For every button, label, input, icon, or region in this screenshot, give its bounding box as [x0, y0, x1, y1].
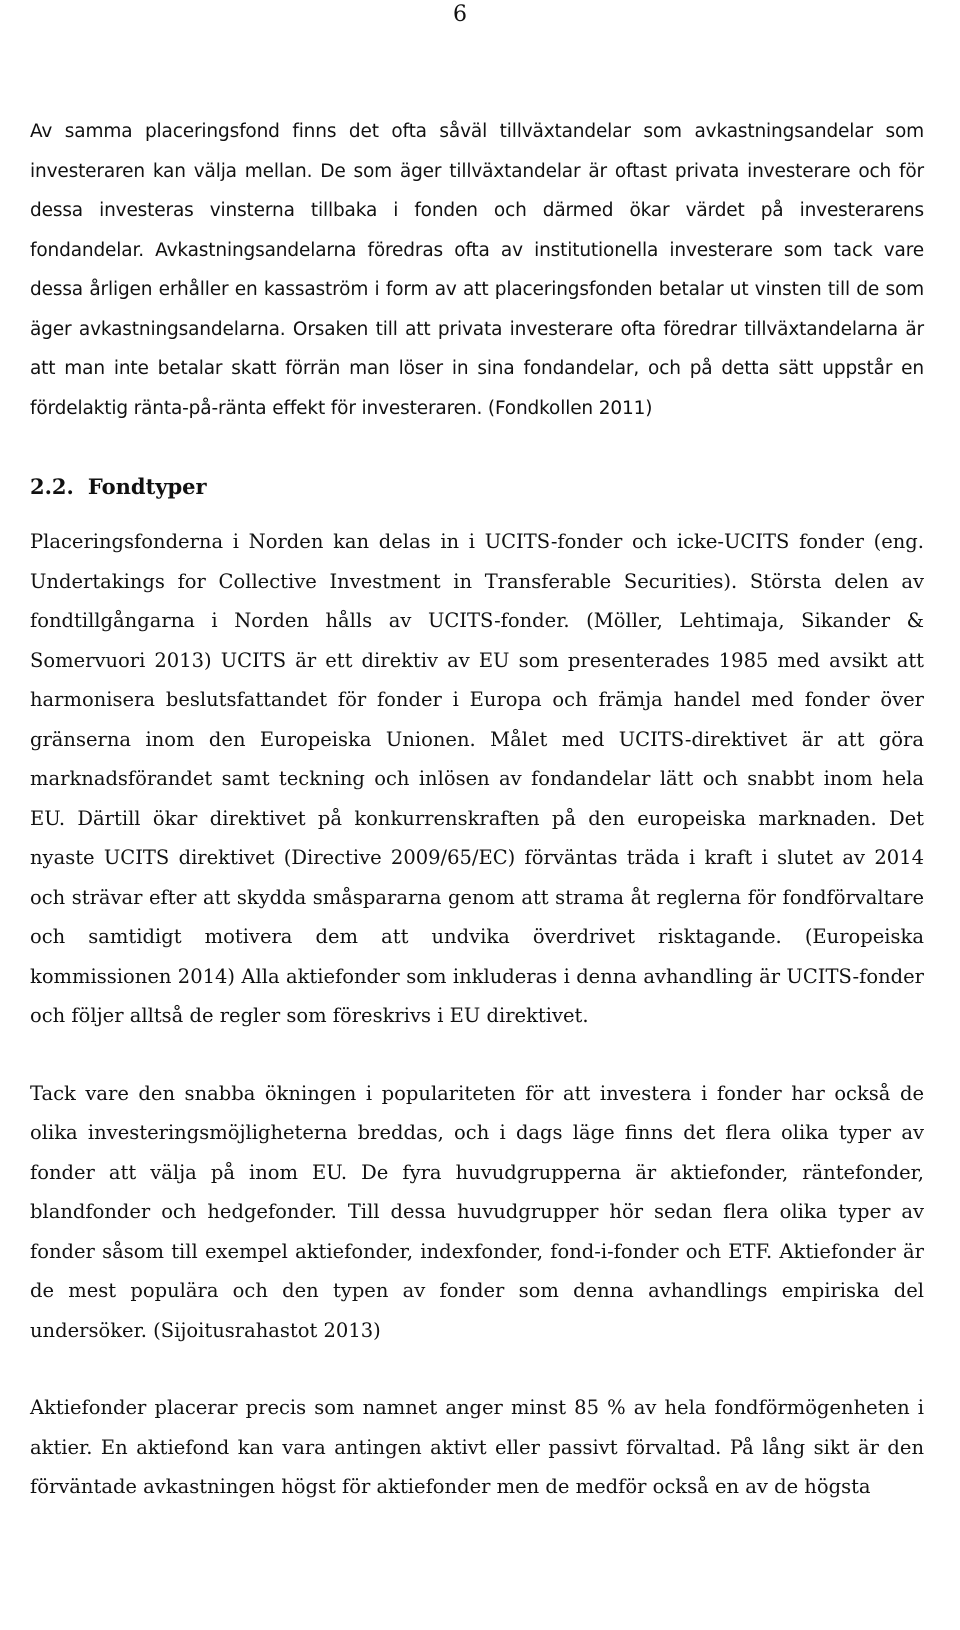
document-body: [30, 112, 924, 1507]
paragraph-fund-types: Tack vare den snabba ökningen i populariteten för att investera i fonder har också de olika investeringsmöjligheterna breddas, och i dags läge finns det flera olika typer av fonder att välja på inom EU. De fyra huvudgrupperna är aktiefonder, räntefonder, blandfonder och hedgefonder. Till dessa huvudgrupper hör sedan flera olika typer av fonder såsom till exempel aktiefonder, indexfonder, fond-i-fonder och ETF. Aktiefonder är de mest populära och den typen av fonder som denna avhandlings empiriska del undersöker. (Sijoitusrahastot 2013): [30, 1081, 924, 1342]
spacer: [30, 1036, 924, 1074]
section-title: Fondtyper: [87, 474, 207, 499]
section-heading: [30, 472, 924, 522]
section-number: 2.2.: [30, 474, 74, 499]
spacer: [30, 428, 924, 472]
paragraph-ucits: Placeringsfonderna i Norden kan delas in i UCITS-fonder och icke-UCITS fonder (eng. Undertakings for Collective Investment in Transferable Securities). Största delen av fondtillgångarna i Norden hålls av UCITS-fonder. (Möller, Lehtimaja, Sikander & Somervuori 2013) UCITS är ett direktiv av EU som presenterades 1985 med avsikt att harmonisera beslutsfattandet för fonder i Europa och främja handel med fonder över gränserna inom den Europeiska Unionen. Målet med UCITS-direktivet är att göra marknadsförandet samt teckning och inlösen av fondandelar lätt och snabbt inom hela EU. Därtill ökar direktivet på konkurrenskraften på den europeiska marknaden. Det nyaste UCITS direktivet (Directive 2009/65/EC) förväntas träda i kraft i slutet av 2014 och strävar efter att skydda småspararna genom att strama åt reglerna för fondförvaltare och samtidigt motivera dem att undvika överdrivet risktagande. (Europeiska kommissionen 2014) Alla aktiefonder som inkluderas i denna avhandling är UCITS-fonder och följer alltså de regler som föreskrivs i EU direktivet.: [30, 530, 924, 1027]
paragraph-equity-funds: Aktiefonder placerar precis som namnet anger minst 85 % av hela fondförmögenheten i aktier. En aktiefond kan vara antingen aktivt eller passivt förvaltad. På lång sikt är den förväntade avkastningen högst för aktiefonder men de medför också en av de högsta: [30, 1396, 924, 1498]
paragraph-fund-shares: Av samma placeringsfond finns det ofta såväl tillväxtandelar som avkastningsandelar som investeraren kan välja mellan. De som äger tillväxtandelar är oftast privata investerare och för dessa investeras vinsterna tillbaka i fonden och därmed ökar värdet på investerarens fondandelar. Avkastningsandelarna föredras ofta av institutionella investerare som tack vare dessa årligen erhåller en kassaström i form av att placeringsfonden betalar ut vinsten till de som äger avkastningsandelarna. Orsaken till att privata investerare ofta föredrar tillväxtandelarna är att man inte betalar skatt förrän man löser in sina fondandelar, och på detta sätt uppstår en fördelaktig ränta-på-ränta effekt för investeraren. (Fondkollen 2011): [30, 121, 924, 419]
spacer: [30, 1350, 924, 1388]
page-number: 6: [453, 2, 467, 27]
